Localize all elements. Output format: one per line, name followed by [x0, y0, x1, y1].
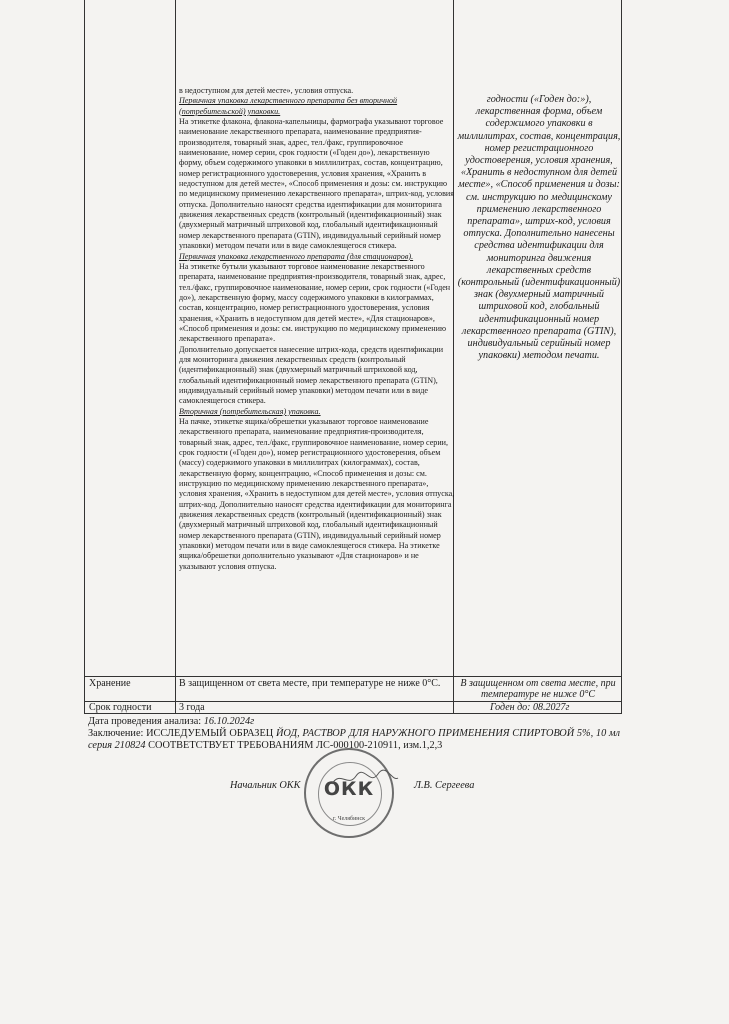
conclusion-pre: ИССЛЕДУЕМЫЙ ОБРАЗЕЦ — [146, 728, 274, 739]
results-text-column: годности («Годен до:»), лекарственная форма, объем содержимого упаковки в миллилитрах, состав, концентрация, номер регистрационного удостоверения, условия хранения, «Хранить в недоступном для детей месте», «Способ применения и дозы: см. инструкцию по медицинскому применению лекарственного препарата», штрих-код, условия отпуска. Дополнительно нанесены средства идентификации для мониторинга движения лекарственных средств (контрольный (идентификационный) знак (двухмерный матричный штриховой код, глобальный идентификационный номер лекарственного препарата (GTIN), индивидуальный серийный номер упаковки) методом печати. — [457, 94, 621, 362]
requirement-paragraph: Дополнительно допускается нанесение штрих-кода, средств идентификации для мониторинга движения лекарственных средств (контрольный (идентификационный) знак (двухмерный матричный штриховой код, глобальный идентификационный номер лекарственного препарата (GTIN), индивидуальный серийный номер упаковки) методом печати или в виде самоклеящегося стикера. — [179, 344, 444, 406]
row-divider-storage — [84, 676, 622, 677]
signature-name: Л.В. Сергеева — [414, 780, 475, 791]
okk-stamp — [304, 748, 394, 838]
table-left-border — [84, 0, 85, 714]
table-bottom-border — [84, 713, 622, 714]
storage-result: В защищенном от света месте, при температуре не ниже 0°С — [460, 678, 616, 700]
analysis-date-label: Дата проведения анализа: — [88, 716, 202, 727]
stamp-ring-text: г. Челябинск — [332, 816, 366, 822]
signature-role: Начальник ОКК — [230, 780, 301, 791]
analysis-date-line — [88, 716, 254, 728]
storage-label: Хранение — [89, 678, 131, 689]
conclusion-product: ЙОД, РАСТВОР ДЛЯ НАРУЖНОГО ПРИМЕНЕНИЯ СПИРТОВОЙ 5%, 10 мл серия 210824 — [88, 728, 621, 751]
requirement-paragraph: На этикетке бутыли указывают торговое наименование лекарственного препарата, наименование предприятия-производителя, товарный знак, адрес, тел./факс, группировочное наименование, номер серии, срок годности («Годен до»), лекарственную форму, массу содержимого упаковки в килограммах, состав, концентрацию, номер регистрационного удостоверения, условия хранения, «Хранить в недоступном для детей месте», «Для стационаров», «Способ применения и дозы: см. инструкцию по медицинскому применению лекарственного препарата». — [179, 261, 451, 344]
requirement-paragraph: На пачке, этикетке ящика/обрешетки указывают торговое наименование лекарственного препарата, наименование предприятия-производителя, товарный знак, адрес, тел./факс, группировочное наименование, номер серии, срок годности («Годен до»), номер регистрационного удостоверения, объем (массу) содержимого упаковки в миллилитрах (килограммах), состав, лекарственную форму, концентрацию, «Способ применения и дозы: см. инструкцию по медицинскому применению лекарственного препарата», условия хранения, «Хранить в недоступном для детей месте», условия отпуска, штрих-код. Дополнительно наносят средства идентификации для мониторинга движения лекарственных средств (контрольный (идентификационный) знак (двухмерный матричный штриховой код, глобальный идентификационный номер лекарственного препарата (GTIN), индивидуальный серийный номер упаковки) методом печати или в виде самоклеящегося стикера. На этикетке ящика/обрешетки дополнительно указывают «Для стационаров» и не указывают условия отпуска. — [179, 417, 455, 571]
analysis-date-value: 16.10.2024г — [203, 716, 255, 727]
table-col-divider-1 — [175, 0, 176, 714]
shelf-life-label: Срок годности — [89, 702, 152, 713]
conclusion-label: Заключение: — [88, 728, 144, 739]
shelf-life-requirement: 3 года — [179, 702, 205, 713]
signature-scribble — [330, 768, 400, 790]
storage-requirement: В защищенном от света месте, при температуре не ниже 0°С. — [179, 678, 441, 689]
conclusion-post: СООТВЕТСТВУЕТ ТРЕБОВАНИЯМ ЛС-000100-210911, изм.1,2,3 — [148, 740, 443, 751]
section-heading: Первичная упаковка лекарственного препарата без вторичной (потребительской) упаковки. — [179, 96, 398, 116]
requirement-paragraph: в недоступном для детей месте», условия отпуска. — [179, 86, 354, 95]
requirement-paragraph: На этикетке флакона, флакона-капельницы, фармографа указывают торговое наименование лекарственного препарата, наименование предприятия-производителя, товарный знак, адрес, тел./факс, группировочное наименование, номер серии, срок годности («Годен до»), лекарственную форму, объем содержимого упаковки в миллилитрах, состав, концентрацию, номер регистрационного удостоверения, условия хранения, «Хранить в недоступном для детей месте», «Способ применения и дозы: см. инструкцию по медицинскому применению лекарственного препарата», штрих-код, условия отпуска. Дополнительно наносят средства идентификации для мониторинга движения лекарственных средств (контрольный (идентификационный) знак (двухмерный матричный штриховой код, глобальный идентификационный номер лекарственного препарата (GTIN), индивидуальный серийный номер упаковки) методом печати или в виде самоклеящегося стикера. — [179, 117, 454, 251]
requirements-text-column — [179, 86, 455, 572]
section-heading: Первичная упаковка лекарственного препарата (для стационаров). — [179, 251, 414, 261]
section-heading: Вторичная (потребительская) упаковка. — [179, 406, 321, 416]
shelf-life-result: Годен до: 08.2027г — [490, 702, 570, 713]
stamp-main-text: ОКК — [323, 778, 375, 800]
